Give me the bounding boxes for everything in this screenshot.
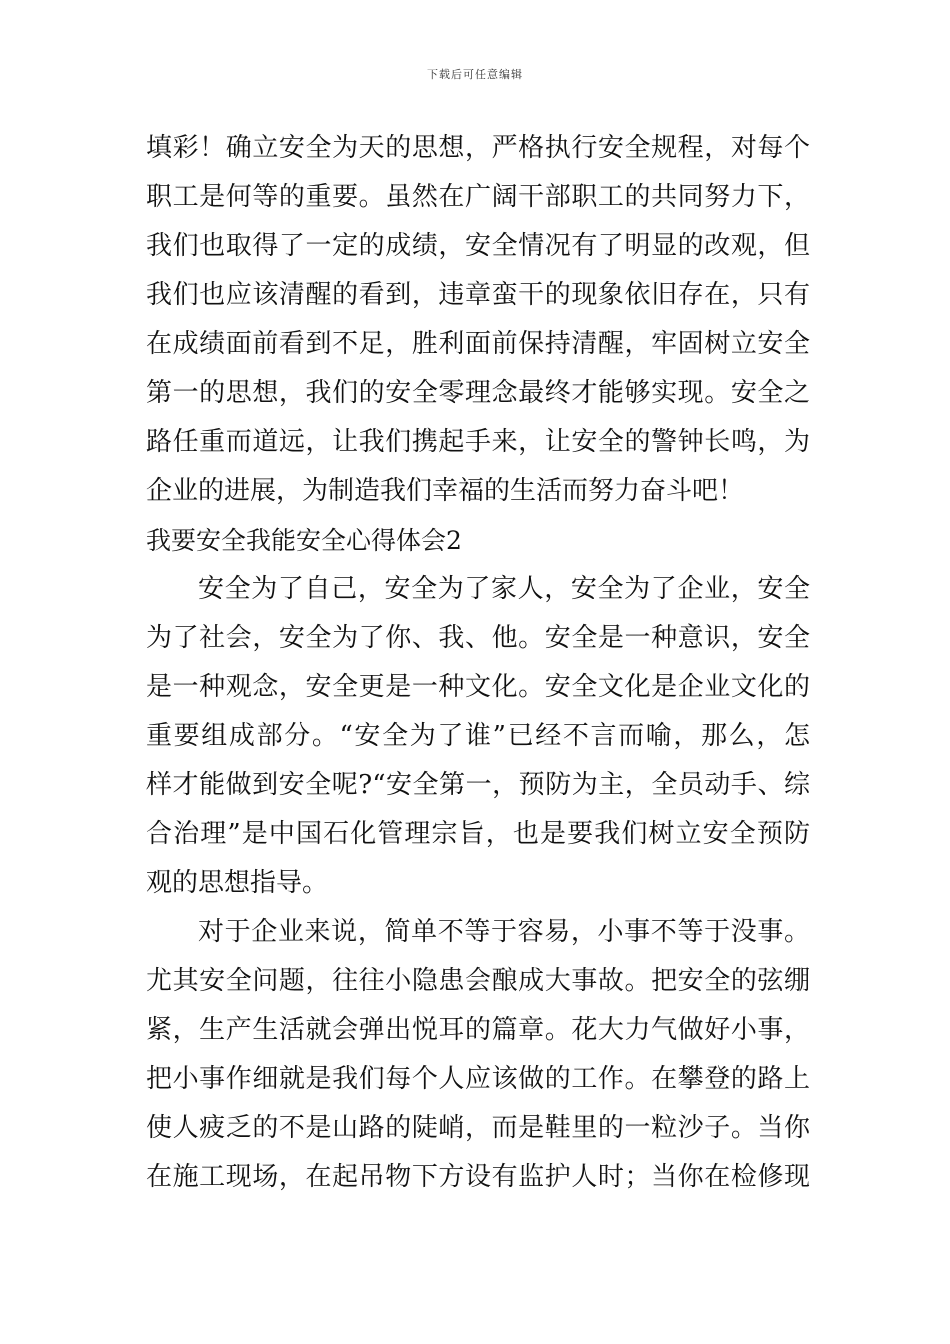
text-line: 职工是何等的重要。虽然在广阔干部职工的共同努力下， bbox=[146, 182, 810, 212]
text-line: 是一种观念，安全更是一种文化。安全文化是企业文化的 bbox=[146, 672, 810, 702]
text-line: 第一的思想，我们的安全零理念最终才能够实现。安全之 bbox=[146, 378, 810, 408]
text-line: 为了社会，安全为了你、我、他。安全是一种意识，安全 bbox=[146, 623, 810, 653]
text-line: 对于企业来说，简单不等于容易，小事不等于没事。 bbox=[198, 917, 810, 947]
text-line: 观的思想指导。 bbox=[146, 868, 329, 898]
page-header: 下载后可任意编辑 bbox=[427, 68, 523, 81]
text-line: 路任重而道远，让我们携起手来，让安全的警钟长鸣，为 bbox=[146, 427, 810, 457]
text-line: 在成绩面前看到不足，胜利面前保持清醒，牢固树立安全 bbox=[146, 329, 810, 359]
section-title: 我要安全我能安全心得体会2 bbox=[146, 526, 462, 555]
text-line: 紧，生产生活就会弹出悦耳的篇章。花大力气做好小事， bbox=[146, 1015, 810, 1045]
text-line: 使人疲乏的不是山路的陡峭，而是鞋里的一粒沙子。当你 bbox=[146, 1113, 810, 1143]
text-line: 把小事作细就是我们每个人应该做的工作。在攀登的路上 bbox=[146, 1064, 810, 1094]
text-line: 安全为了自己，安全为了家人，安全为了企业，安全 bbox=[198, 574, 810, 604]
text-line: 重要组成部分。“安全为了谁”已经不言而喻，那么，怎 bbox=[146, 721, 810, 751]
text-line: 我们也应该清醒的看到，违章蛮干的现象依旧存在，只有 bbox=[146, 280, 810, 310]
text-line: 企业的进展，为制造我们幸福的生活而努力奋斗吧！ bbox=[146, 476, 745, 506]
text-line: 填彩！确立安全为天的思想，严格执行安全规程，对每个 bbox=[146, 133, 810, 163]
text-line: 尤其安全问题，往往小隐患会酿成大事故。把安全的弦绷 bbox=[146, 966, 810, 996]
text-line: 样才能做到安全呢?“安全第一，预防为主，全员动手、综 bbox=[146, 770, 810, 800]
text-line: 合治理”是中国石化管理宗旨，也是要我们树立安全预防 bbox=[146, 819, 810, 849]
text-line: 我们也取得了一定的成绩，安全情况有了明显的改观，但 bbox=[146, 231, 810, 261]
document-body bbox=[146, 124, 810, 1202]
text-line: 在施工现场，在起吊物下方设有监护人时；当你在检修现 bbox=[146, 1162, 810, 1192]
